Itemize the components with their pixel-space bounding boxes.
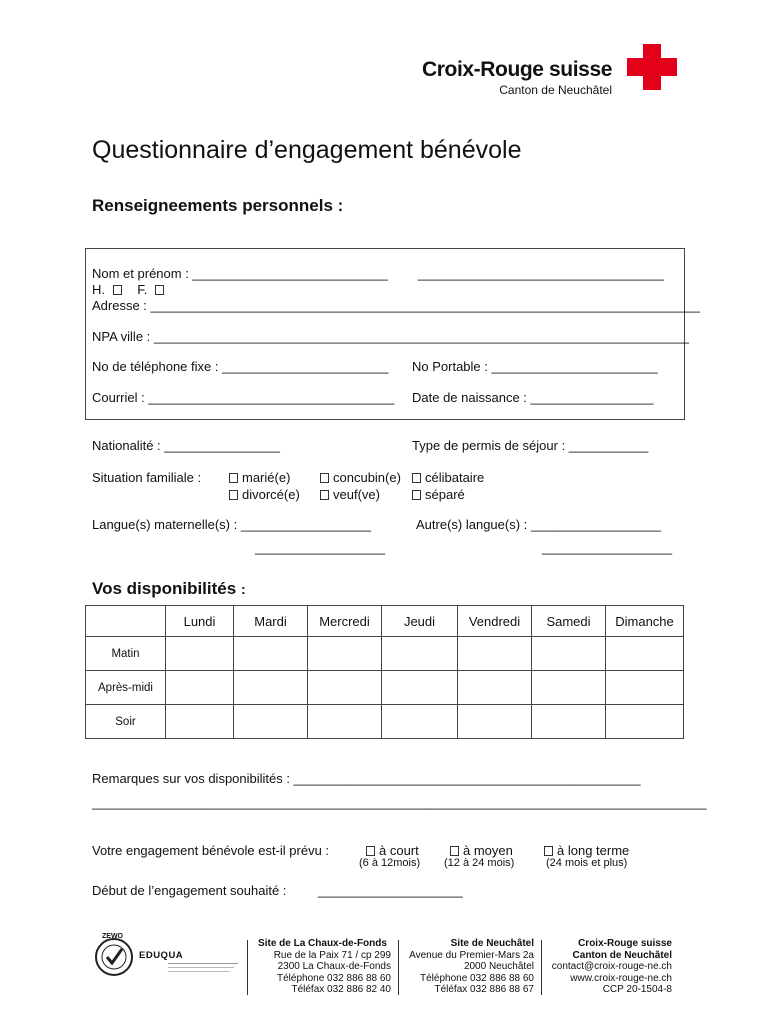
day-header: Samedi	[532, 606, 606, 637]
table-corner	[86, 606, 166, 637]
red-cross-icon	[627, 44, 677, 90]
org-subtitle: Canton de Neuchâtel	[499, 83, 612, 97]
availability-cell[interactable]	[234, 637, 308, 671]
logo-divider	[168, 967, 234, 968]
npa-city-field[interactable]: NPA ville : __________________________________________________________________________	[92, 329, 689, 344]
engagement-medium-option[interactable]: à moyen	[450, 843, 513, 858]
footer-site-chaux-de-fonds: Site de La Chaux-de-Fonds Rue de la Paix 71 / cp 299 2300 La Chaux-de-Fonds Téléphone 032 886 88 60 Téléfax 032 886 82 40	[258, 938, 391, 995]
availability-cell[interactable]	[234, 671, 308, 705]
org-name: Croix-Rouge suisse	[421, 58, 612, 81]
footer-org-contact: Croix-Rouge suisse Canton de Neuchâtel contact@croix-rouge-ne.ch www.croix-rouge-ne.ch CCP 20-1504-8	[544, 938, 672, 996]
availability-cell[interactable]	[606, 671, 684, 705]
start-date-field[interactable]: ____________________	[318, 883, 463, 898]
remarks-field-2[interactable]: _____________________________________________________________________________________	[92, 795, 707, 810]
phone-field[interactable]: No de téléphone fixe : _______________________	[92, 359, 389, 374]
availability-cell[interactable]	[308, 637, 382, 671]
remarks-field[interactable]: Remarques sur vos disponibilités : ________________________________________________	[92, 771, 641, 786]
day-header: Jeudi	[382, 606, 458, 637]
logo-divider	[168, 963, 238, 964]
gender-options	[92, 282, 168, 297]
family-option-married[interactable]: marié(e)	[229, 470, 290, 485]
availability-cell[interactable]	[606, 637, 684, 671]
name-field[interactable]: Nom et prénom : ___________________________	[92, 266, 388, 281]
checkbox-icon	[544, 846, 553, 856]
gender-f-checkbox[interactable]	[155, 285, 164, 295]
engagement-long-option[interactable]: à long terme	[544, 843, 629, 858]
availability-cell[interactable]	[532, 705, 606, 739]
checkbox-icon	[320, 473, 329, 483]
slot-label: Soir	[86, 705, 166, 739]
availability-cell[interactable]	[308, 671, 382, 705]
other-language-field-2[interactable]: __________________	[542, 540, 673, 555]
family-option-divorced[interactable]: divorcé(e)	[229, 487, 300, 502]
family-option-single[interactable]: célibataire	[412, 470, 484, 485]
engagement-short-note: (6 à 12mois)	[359, 857, 421, 869]
availability-cell[interactable]	[458, 671, 532, 705]
table-row	[86, 671, 684, 705]
logo-divider	[168, 971, 230, 972]
footer-site-neuchatel: Site de Neuchâtel Avenue du Premier-Mars 2a 2000 Neuchâtel Téléphone 032 886 88 60 Téléfax 032 886 88 67	[409, 938, 534, 995]
personal-info-heading: Renseigneements personnels :	[92, 196, 344, 215]
footer-divider	[398, 940, 399, 995]
gender-f-label: F.	[137, 282, 148, 297]
availability-cell[interactable]	[458, 637, 532, 671]
availability-cell[interactable]	[166, 671, 234, 705]
checkbox-icon	[412, 473, 421, 483]
family-option-cohabiting[interactable]: concubin(e)	[320, 470, 401, 485]
org-logo-text	[422, 58, 612, 97]
start-date-label: Début de l’engagement souhaité :	[92, 883, 287, 898]
checkbox-icon	[229, 490, 238, 500]
engagement-short-option[interactable]: à court	[366, 843, 419, 858]
page-title: Questionnaire d’engagement bénévole	[92, 136, 522, 164]
family-status-label: Situation familiale :	[92, 470, 202, 485]
availability-cell[interactable]	[234, 705, 308, 739]
availability-heading: Vos disponibilités :	[92, 579, 246, 598]
website-link[interactable]: www.croix-rouge-ne.ch	[570, 972, 672, 984]
family-option-widowed[interactable]: veuf(ve)	[320, 487, 380, 502]
availability-cell[interactable]	[382, 705, 458, 739]
eduqua-logo: EDUQUA	[139, 950, 184, 961]
gender-h-label: H.	[92, 282, 105, 297]
zewo-label: ZEWO	[102, 933, 123, 940]
checkbox-icon	[412, 490, 421, 500]
gender-h-checkbox[interactable]	[113, 285, 122, 295]
availability-table	[85, 605, 684, 739]
engagement-question: Votre engagement bénévole est-il prévu :	[92, 843, 330, 858]
availability-cell[interactable]	[166, 637, 234, 671]
checkbox-icon	[450, 846, 459, 856]
mother-tongue-field[interactable]: Langue(s) maternelle(s) : __________________	[92, 517, 371, 532]
day-header: Dimanche	[606, 606, 684, 637]
day-header: Vendredi	[458, 606, 532, 637]
zewo-seal-icon	[94, 937, 134, 977]
table-row	[86, 705, 684, 739]
engagement-medium-note: (12 à 24 mois)	[444, 857, 515, 869]
mother-tongue-field-2[interactable]: __________________	[255, 540, 386, 555]
slot-label: Matin	[86, 637, 166, 671]
availability-cell[interactable]	[606, 705, 684, 739]
name-field-2[interactable]: __________________________________	[418, 266, 664, 281]
day-header: Lundi	[166, 606, 234, 637]
footer-divider	[247, 940, 248, 995]
checkbox-icon	[229, 473, 238, 483]
availability-cell[interactable]	[532, 671, 606, 705]
checkbox-icon	[366, 846, 375, 856]
day-header: Mardi	[234, 606, 308, 637]
family-option-separated[interactable]: séparé	[412, 487, 465, 502]
footer-divider	[541, 940, 542, 995]
email-field[interactable]: Courriel : __________________________________	[92, 390, 395, 405]
table-row	[86, 637, 684, 671]
address-field[interactable]: Adresse : ____________________________________________________________________________	[92, 298, 701, 313]
slot-label: Après-midi	[86, 671, 166, 705]
availability-cell[interactable]	[308, 705, 382, 739]
day-header: Mercredi	[308, 606, 382, 637]
permit-field[interactable]: Type de permis de séjour : ___________	[412, 438, 649, 453]
availability-cell[interactable]	[166, 705, 234, 739]
contact-email-link[interactable]: contact@croix-rouge-ne.ch	[551, 961, 672, 972]
other-language-field[interactable]: Autre(s) langue(s) : __________________	[416, 517, 662, 532]
mobile-field[interactable]: No Portable : _______________________	[412, 359, 658, 374]
availability-cell[interactable]	[458, 705, 532, 739]
availability-cell[interactable]	[382, 671, 458, 705]
availability-cell[interactable]	[532, 637, 606, 671]
birthdate-field[interactable]: Date de naissance : _________________	[412, 390, 654, 405]
availability-cell[interactable]	[382, 637, 458, 671]
checkbox-icon	[320, 490, 329, 500]
nationality-field[interactable]: Nationalité : ________________	[92, 438, 280, 453]
engagement-long-note: (24 mois et plus)	[546, 857, 628, 869]
